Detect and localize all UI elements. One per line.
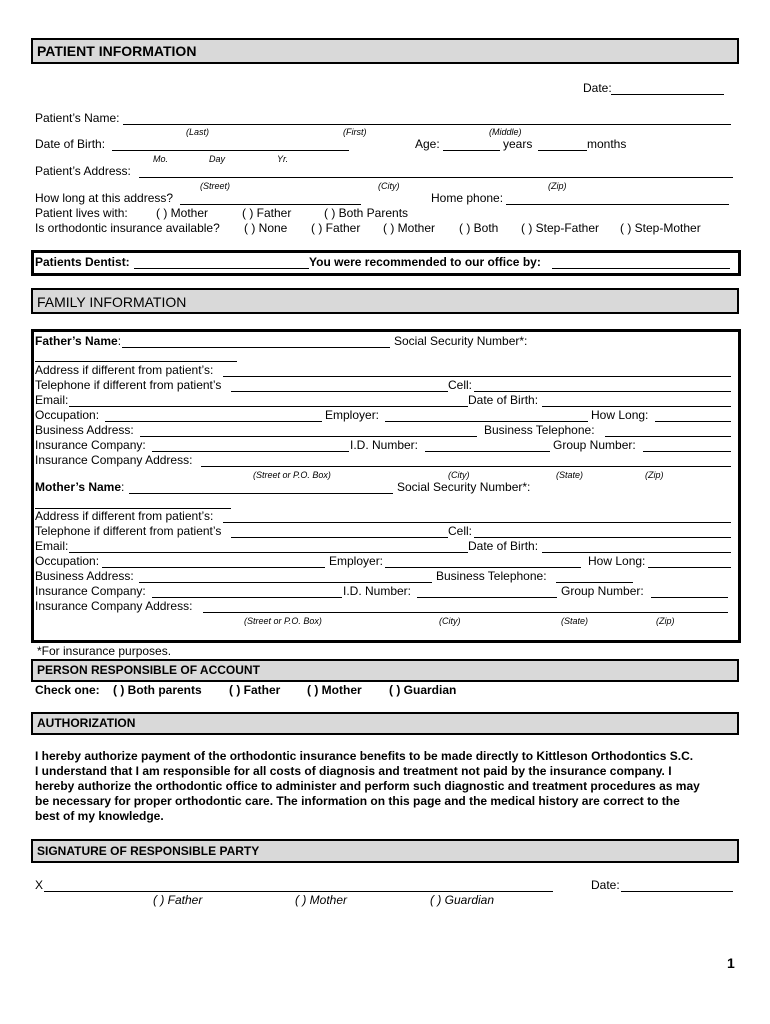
lives-with-mother[interactable]: ( ) Mother xyxy=(156,206,209,220)
father-email-label: Email: xyxy=(35,393,69,407)
responsible-father[interactable]: ( ) Father xyxy=(229,683,281,697)
mother-how-long-label: How Long: xyxy=(588,554,646,568)
how-long-label: How long at this address? xyxy=(35,191,174,205)
father-how-long-field[interactable] xyxy=(655,421,731,422)
mother-address-field[interactable] xyxy=(223,522,731,523)
mother-occupation-field[interactable] xyxy=(102,567,325,568)
mother-cell-label: Cell: xyxy=(448,524,473,538)
father-insurance-address-label: Insurance Company Address: xyxy=(35,453,193,467)
father-occupation-label: Occupation: xyxy=(35,408,100,422)
signature-title: SIGNATURE OF RESPONSIBLE PARTY xyxy=(37,844,260,858)
insurance-step-father[interactable]: ( ) Step-Father xyxy=(521,221,600,235)
father-cell-field[interactable] xyxy=(474,391,731,392)
father-business-address-label: Business Address: xyxy=(35,423,134,437)
mother-business-address-label: Business Address: xyxy=(35,569,134,583)
mother-address-label: Address if different from patient’s: xyxy=(35,509,214,523)
mother-business-address-field[interactable] xyxy=(139,582,432,583)
recommended-label: You were recommended to our office by: xyxy=(309,255,541,269)
mother-group-number-label: Group Number: xyxy=(561,584,644,598)
patient-age-years-field[interactable] xyxy=(443,150,500,151)
responsible-both-parents[interactable]: ( ) Both parents xyxy=(113,683,202,697)
father-cell-label: Cell: xyxy=(448,378,473,392)
dob-sub-yr: Yr. xyxy=(277,154,289,164)
patient-dob-field[interactable] xyxy=(112,150,349,151)
dob-sub-mo: Mo. xyxy=(153,154,169,164)
authorization-line: best of my knowledge. xyxy=(35,809,164,823)
father-address-field[interactable] xyxy=(223,376,731,377)
father-telephone-field[interactable] xyxy=(231,391,448,392)
responsible-header xyxy=(31,659,739,682)
father-id-number-field[interactable] xyxy=(425,451,550,452)
mother-dob-field[interactable] xyxy=(542,552,731,553)
father-ssn-field[interactable] xyxy=(35,361,237,362)
authorization-line: be necessary for proper orthodontic care. The information on this page and the medical history are correct to the xyxy=(35,794,680,808)
mother-sub-street: (Street or P.O. Box) xyxy=(244,616,322,626)
father-group-number-label: Group Number: xyxy=(553,438,636,452)
father-name-label-text: Father’s Name xyxy=(35,334,118,348)
name-sub-first: (First) xyxy=(343,127,367,137)
address-sub-city: (City) xyxy=(378,181,400,191)
authorization-line: hereby authorize the orthodontic office to administer and perform such diagnostic and treatment procedures as may xyxy=(35,779,700,793)
mother-insurance-company-label: Insurance Company: xyxy=(35,584,146,598)
father-name-field[interactable] xyxy=(122,347,390,348)
signature-guardian[interactable]: ( ) Guardian xyxy=(430,893,495,907)
insurance-footnote: *For insurance purposes. xyxy=(37,644,172,658)
mother-id-number-label: I.D. Number: xyxy=(343,584,412,598)
father-ssn-label: Social Security Number*: xyxy=(394,334,528,348)
father-sub-street: (Street or P.O. Box) xyxy=(253,470,331,480)
father-address-label: Address if different from patient’s: xyxy=(35,363,214,377)
mother-telephone-field[interactable] xyxy=(231,537,448,538)
father-how-long-label: How Long: xyxy=(591,408,649,422)
father-sub-zip: (Zip) xyxy=(645,470,664,480)
patient-name-label: Patient’s Name: xyxy=(35,111,120,125)
insurance-none[interactable]: ( ) None xyxy=(244,221,288,235)
authorization-line: I understand that I am responsible for all costs of diagnosis and treatment not paid by the insurance company. I xyxy=(35,764,672,778)
home-phone-label: Home phone: xyxy=(431,191,504,205)
authorization-text xyxy=(35,749,700,824)
mother-group-number-field[interactable] xyxy=(651,597,728,598)
responsible-mother[interactable]: ( ) Mother xyxy=(307,683,362,697)
responsible-title: PERSON RESPONSIBLE OF ACCOUNT xyxy=(37,663,260,677)
patient-dob-label: Date of Birth: xyxy=(35,137,106,151)
family-information-header xyxy=(31,288,739,314)
mother-email-label: Email: xyxy=(35,539,69,553)
signature-date-field[interactable] xyxy=(621,891,733,892)
mother-insurance-address-label: Insurance Company Address: xyxy=(35,599,193,613)
father-sub-state: (State) xyxy=(556,470,584,480)
dob-sub-day: Day xyxy=(209,154,226,164)
insurance-both[interactable]: ( ) Both xyxy=(459,221,499,235)
mother-sub-state: (State) xyxy=(561,616,589,626)
father-employer-field[interactable] xyxy=(385,421,588,422)
father-occupation-field[interactable] xyxy=(105,421,322,422)
father-telephone-label: Telephone if different from patient’s xyxy=(35,378,222,392)
dentist-field[interactable] xyxy=(134,268,309,269)
patient-information-title: PATIENT INFORMATION xyxy=(37,43,197,59)
father-employer-label: Employer: xyxy=(325,408,380,422)
responsible-guardian[interactable]: ( ) Guardian xyxy=(389,683,457,697)
family-information-title: FAMILY INFORMATION xyxy=(37,294,187,310)
mother-business-phone-label: Business Telephone: xyxy=(436,569,547,583)
father-name-label xyxy=(35,334,121,348)
insurance-step-mother[interactable]: ( ) Step-Mother xyxy=(620,221,701,235)
patient-address-field[interactable] xyxy=(139,177,733,178)
authorization-header xyxy=(31,712,739,735)
mother-name-label-text: Mother’s Name xyxy=(35,480,122,494)
patient-information-header xyxy=(31,38,739,64)
signature-header xyxy=(31,839,739,863)
signature-field[interactable] xyxy=(44,891,553,892)
name-sub-middle: (Middle) xyxy=(489,127,522,137)
mother-name-field[interactable] xyxy=(129,493,393,494)
authorization-title: AUTHORIZATION xyxy=(37,716,136,730)
mother-business-phone-field[interactable] xyxy=(556,582,633,583)
insurance-father[interactable]: ( ) Father xyxy=(311,221,361,235)
father-business-address-field[interactable] xyxy=(140,436,477,437)
signature-x-label: X xyxy=(35,878,44,892)
mother-sub-zip: (Zip) xyxy=(656,616,675,626)
insurance-question-label: Is orthodontic insurance available? xyxy=(35,221,220,235)
address-sub-street: (Street) xyxy=(200,181,231,191)
lives-with-label: Patient lives with: xyxy=(35,206,128,220)
mother-ssn-label: Social Security Number*: xyxy=(397,480,531,494)
mother-sub-city: (City) xyxy=(439,616,461,626)
father-insurance-address-field[interactable] xyxy=(201,466,731,467)
patient-age-months-field[interactable] xyxy=(538,150,587,151)
signature-father[interactable]: ( ) Father xyxy=(153,893,203,907)
father-dob-field[interactable] xyxy=(542,406,731,407)
mother-name-label xyxy=(35,480,124,494)
father-insurance-company-label: Insurance Company: xyxy=(35,438,146,452)
patient-address-label: Patient’s Address: xyxy=(35,164,131,178)
father-dob-label: Date of Birth: xyxy=(468,393,539,407)
father-email-field[interactable] xyxy=(69,406,468,407)
lives-with-father[interactable]: ( ) Father xyxy=(242,206,292,220)
home-phone-field[interactable] xyxy=(506,204,729,205)
patient-months-label: months xyxy=(587,137,627,151)
patient-years-label: years xyxy=(503,137,533,151)
patient-date-label: Date: xyxy=(583,81,612,95)
father-name-colon: : xyxy=(117,334,122,348)
mother-id-number-field[interactable] xyxy=(417,597,557,598)
father-business-phone-label: Business Telephone: xyxy=(484,423,595,437)
name-sub-last: (Last) xyxy=(186,127,210,137)
mother-email-field[interactable] xyxy=(69,552,468,553)
mother-employer-field[interactable] xyxy=(385,567,581,568)
mother-employer-label: Employer: xyxy=(329,554,384,568)
mother-insurance-address-field[interactable] xyxy=(203,612,728,613)
father-id-number-label: I.D. Number: xyxy=(350,438,419,452)
father-business-phone-field[interactable] xyxy=(605,436,731,437)
authorization-line: I hereby authorize payment of the orthodontic insurance benefits to be made directly to Kittleson Orthodontics S.C. xyxy=(35,749,694,763)
father-insurance-company-field[interactable] xyxy=(152,451,349,452)
recommended-field[interactable] xyxy=(552,268,730,269)
patient-age-label: Age: xyxy=(415,137,440,151)
patient-date-field[interactable] xyxy=(611,94,724,95)
mother-insurance-company-field[interactable] xyxy=(152,597,342,598)
lives-with-both[interactable]: ( ) Both Parents xyxy=(324,206,409,220)
father-group-number-field[interactable] xyxy=(643,451,731,452)
how-long-field[interactable] xyxy=(180,204,361,205)
page-number: 1 xyxy=(727,955,735,971)
father-sub-city: (City) xyxy=(448,470,470,480)
address-sub-zip: (Zip) xyxy=(548,181,567,191)
insurance-mother[interactable]: ( ) Mother xyxy=(383,221,436,235)
patient-name-field[interactable] xyxy=(123,124,731,125)
mother-dob-label: Date of Birth: xyxy=(468,539,539,553)
check-one-label: Check one: xyxy=(35,683,100,697)
dentist-label: Patients Dentist: xyxy=(35,255,130,269)
signature-mother[interactable]: ( ) Mother xyxy=(295,893,348,907)
mother-telephone-label: Telephone if different from patient’s xyxy=(35,524,222,538)
mother-cell-field[interactable] xyxy=(474,537,731,538)
signature-date-label: Date: xyxy=(591,878,620,892)
mother-how-long-field[interactable] xyxy=(648,567,731,568)
mother-occupation-label: Occupation: xyxy=(35,554,100,568)
mother-name-colon: : xyxy=(121,480,125,494)
